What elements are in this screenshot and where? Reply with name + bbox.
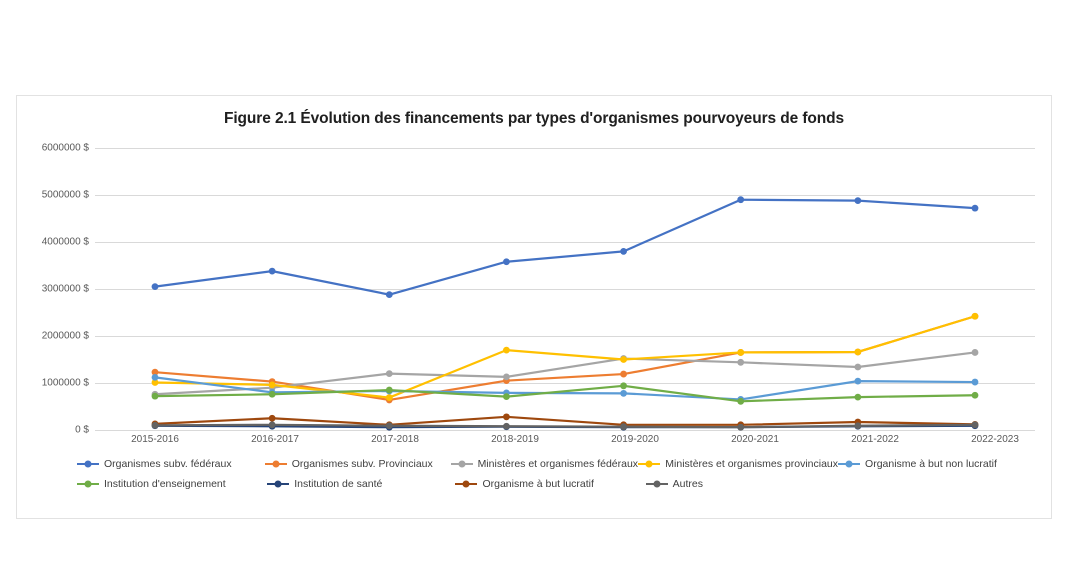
data-point: [737, 424, 744, 431]
data-point: [152, 374, 159, 381]
legend-item-autres[interactable]: [646, 474, 836, 494]
series-line: [155, 352, 975, 394]
legend-swatch-icon: [838, 463, 860, 466]
data-point: [386, 422, 393, 429]
legend-item-ministeres-organismes-federaux[interactable]: [451, 454, 639, 474]
series-layer: [95, 148, 1035, 430]
x-axis-tick-label: 2015-2016: [131, 434, 179, 445]
legend-item-institution-de-sante[interactable]: [267, 474, 455, 494]
data-point: [152, 283, 159, 290]
legend-swatch-icon: [265, 463, 287, 466]
legend-label: Autres: [672, 478, 704, 490]
series-1: [152, 313, 979, 403]
plot-area: [41, 142, 1035, 436]
data-point: [737, 398, 744, 405]
legend-row: [77, 474, 1007, 494]
legend-swatch-icon: [646, 483, 668, 486]
legend-label: Organisme à but lucratif: [482, 478, 594, 490]
x-axis-tick-label: 2021-2022: [851, 434, 899, 445]
legend-spacer: [836, 474, 1007, 494]
data-point: [854, 378, 861, 385]
data-point: [620, 382, 627, 389]
data-point: [386, 291, 393, 298]
series-0: [152, 196, 979, 298]
legend-label: Ministères et organismes provinciaux: [665, 458, 839, 470]
legend-label: Ministères et organismes fédéraux: [477, 458, 639, 470]
data-point: [854, 197, 861, 204]
data-point: [854, 364, 861, 371]
x-axis-tick-label: 2019-2020: [611, 434, 659, 445]
series-line: [155, 200, 975, 295]
data-point: [503, 373, 510, 380]
y-axis-tick-label: 0 $: [75, 424, 89, 436]
data-point: [972, 379, 979, 386]
legend-item-organismes-subv-federaux[interactable]: [77, 454, 265, 474]
data-point: [620, 423, 627, 430]
chart-title: Figure 2.1 Évolution des financements par types d'organismes pourvoyeurs de fonds: [223, 110, 845, 127]
data-point: [972, 421, 979, 428]
data-point: [152, 422, 159, 429]
legend-item-organisme-a-but-non-lucratif[interactable]: [838, 454, 1007, 474]
data-point: [854, 394, 861, 401]
legend-swatch-icon: [77, 463, 99, 466]
series-line: [155, 377, 975, 399]
legend-item-organisme-a-but-lucratif[interactable]: [455, 474, 645, 494]
data-point: [503, 393, 510, 400]
x-axis-tick-label: 2017-2018: [371, 434, 419, 445]
data-point: [972, 392, 979, 399]
y-axis-tick-label: 5000000 $: [41, 189, 89, 201]
data-point: [503, 413, 510, 420]
series-line: [155, 316, 975, 397]
x-axis-tick-label: 2020-2021: [731, 434, 779, 445]
y-axis-tick-label: 1000000 $: [41, 377, 89, 389]
data-point: [503, 347, 510, 354]
x-axis-tick-label: 2022-2023: [971, 434, 1019, 445]
data-point: [152, 393, 159, 400]
legend-label: Institution de santé: [294, 478, 383, 490]
x-axis-tick-label: 2016-2017: [251, 434, 299, 445]
legend-item-ministeres-organismes-provinciaux[interactable]: [638, 454, 838, 474]
data-point: [737, 349, 744, 356]
data-point: [972, 205, 979, 212]
y-axis-tick-label: 3000000 $: [41, 283, 89, 295]
legend-label: Organisme à but non lucratif: [865, 458, 997, 470]
data-point: [386, 394, 393, 401]
data-point: [972, 349, 979, 356]
data-point: [269, 415, 276, 422]
data-point: [854, 349, 861, 356]
y-axis-tick-label: 2000000 $: [41, 330, 89, 342]
legend-label: Organismes subv. fédéraux: [104, 458, 232, 470]
data-point: [269, 421, 276, 428]
series-line: [155, 417, 975, 425]
legend-swatch-icon: [267, 483, 289, 486]
data-point: [620, 356, 627, 363]
legend-row: [77, 454, 1007, 474]
data-point: [620, 390, 627, 397]
data-point: [737, 196, 744, 203]
data-point: [386, 387, 393, 394]
data-point: [269, 381, 276, 388]
chart-legend: [77, 454, 1007, 494]
chart-card: [16, 95, 1052, 519]
x-axis: [95, 432, 1035, 450]
data-point: [386, 370, 393, 377]
data-point: [972, 313, 979, 320]
x-axis-line: [75, 424, 1035, 436]
x-axis-tick-label: 2018-2019: [491, 434, 539, 445]
y-axis-tick-label: 6000000 $: [41, 142, 89, 154]
data-point: [620, 371, 627, 378]
legend-swatch-icon: [638, 463, 660, 466]
legend-label: Organismes subv. Provinciaux: [291, 458, 433, 470]
data-point: [737, 359, 744, 366]
data-point: [503, 258, 510, 265]
legend-item-institution-denseignement[interactable]: [77, 474, 267, 494]
data-point: [269, 268, 276, 275]
legend-item-organismes-subv-provinciaux[interactable]: [265, 454, 451, 474]
legend-swatch-icon: [77, 483, 99, 486]
y-axis-tick-label: 4000000 $: [41, 236, 89, 248]
legend-swatch-icon: [455, 483, 477, 486]
legend-swatch-icon: [451, 463, 473, 466]
data-point: [620, 248, 627, 255]
data-point: [269, 391, 276, 398]
data-point: [503, 423, 510, 430]
legend-label: Institution d'enseignement: [104, 478, 226, 490]
data-point: [854, 422, 861, 429]
